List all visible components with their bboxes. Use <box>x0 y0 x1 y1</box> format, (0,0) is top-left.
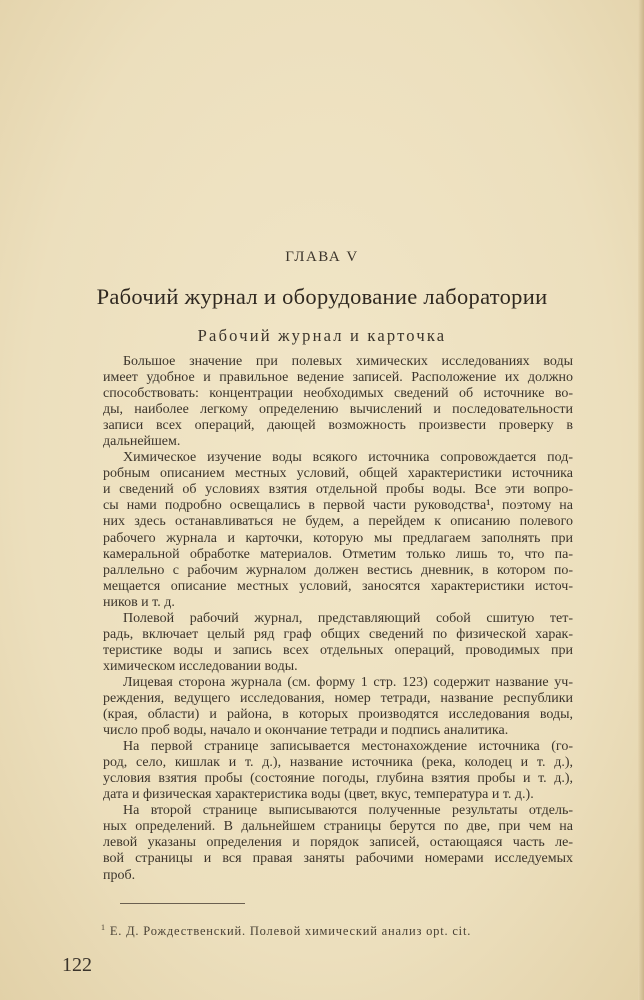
text-line: число проб воды, начало и окончание тетради и подпись аналитика. <box>103 723 509 739</box>
text-line: вой страницы и вся правая заняты рабочими номерами исследуемых <box>103 851 573 867</box>
text-line: и сведений об условиях взятия отдельной пробы воды. Все эти вопро- <box>103 482 573 498</box>
text-line: На первой странице записывается местонахождение источника (го- <box>123 739 573 755</box>
paragraph <box>103 739 573 803</box>
text-line: мещается описание местных условий, заносятся характеристики источ- <box>103 578 573 594</box>
text-line: них здесь останавливаться не будем, а перейдем к описанию полевого <box>103 514 573 530</box>
page-edge <box>638 0 644 1000</box>
text-line: ников и т. д. <box>103 594 175 610</box>
text-line: Полевой рабочий журнал, представляющий собой сшитую тет- <box>123 610 573 626</box>
text-line: ды, наиболее легкому определению вычислений и последовательности <box>103 402 573 418</box>
text-line: Химическое изучение воды всякого источника сопровождается под- <box>123 450 573 466</box>
chapter-heading: ГЛАВА V <box>285 249 359 265</box>
text-line: дальнейшем. <box>103 434 181 450</box>
paragraph <box>103 803 573 883</box>
text-line: ных определений. В дальнейшем страницы берутся по две, при чем на <box>103 819 573 835</box>
text-line: камеральной обработке материалов. Отметим только лишь то, что па- <box>103 546 573 562</box>
text-line: Большое значение при полевых химических исследованиях воды <box>123 354 573 369</box>
paragraph <box>103 611 573 675</box>
chapter-title: Рабочий журнал и оборудование лаборатории <box>96 284 548 309</box>
text-line: Лицевая сторона журнала (см. форму 1 стр. 123) содержит название уч- <box>123 674 573 690</box>
text-line: род, село, кишлак и т. д.), название источника (река, колодец и т. д.), <box>103 755 573 771</box>
text-line: способствовать: концентрации необходимых сведений об источнике во- <box>103 386 573 402</box>
text-line: реждения, ведущего исследования, номер тетради, название республики <box>103 690 573 706</box>
body-text <box>103 354 573 884</box>
paragraph <box>103 450 573 610</box>
text-line: условия взятия пробы (состояние погоды, глубина взятия пробы и т. д.), <box>103 771 573 787</box>
text-line: химическом исследовании воды. <box>103 658 298 674</box>
footnote-mark: 1 <box>101 923 106 932</box>
page-number: 122 <box>62 954 92 976</box>
footnote-text: Е. Д. Рождественский. Полевой химический анализ opt. cit. <box>109 924 472 939</box>
text-line: сы нами подробно освещались в первой части руководства¹, поэтому на <box>103 498 573 514</box>
text-line: На второй странице выписываются полученные результаты отдель- <box>123 803 573 819</box>
text-line: дата и физическая характеристика воды (цвет, вкус, температура и т. д.). <box>103 787 534 803</box>
paragraph <box>103 675 573 739</box>
text-line: (края, области) и района, в которых производятся исследования воды, <box>103 707 573 723</box>
text-line: проб. <box>103 867 136 883</box>
text-line: рабочего журнала и карточки, которую мы предлагаем заполнять при <box>103 530 573 546</box>
text-line: робным описанием местных условий, общей характеристики источника <box>103 466 573 482</box>
section-subtitle: Рабочий журнал и карточка <box>197 326 447 345</box>
text-line: радь, включает целый ряд граф общих сведений по физической харак- <box>103 626 573 642</box>
text-line: записи всех операций, дающей возможность произвести проверку в <box>103 418 573 434</box>
paragraph <box>103 354 573 450</box>
text-line: теристике воды и запись всех отдельных операций, проводимых при <box>103 642 573 658</box>
text-line: раллельно с рабочим журналом должен вестись дневник, в котором по- <box>103 562 573 578</box>
text-line: имеет удобное и правильное ведение записей. Расположение их должно <box>103 370 573 386</box>
footnote-divider <box>120 903 245 904</box>
text-line: левой указаны определения и порядок записей, остающаяся часть ле- <box>103 835 573 851</box>
footnote <box>101 923 471 939</box>
